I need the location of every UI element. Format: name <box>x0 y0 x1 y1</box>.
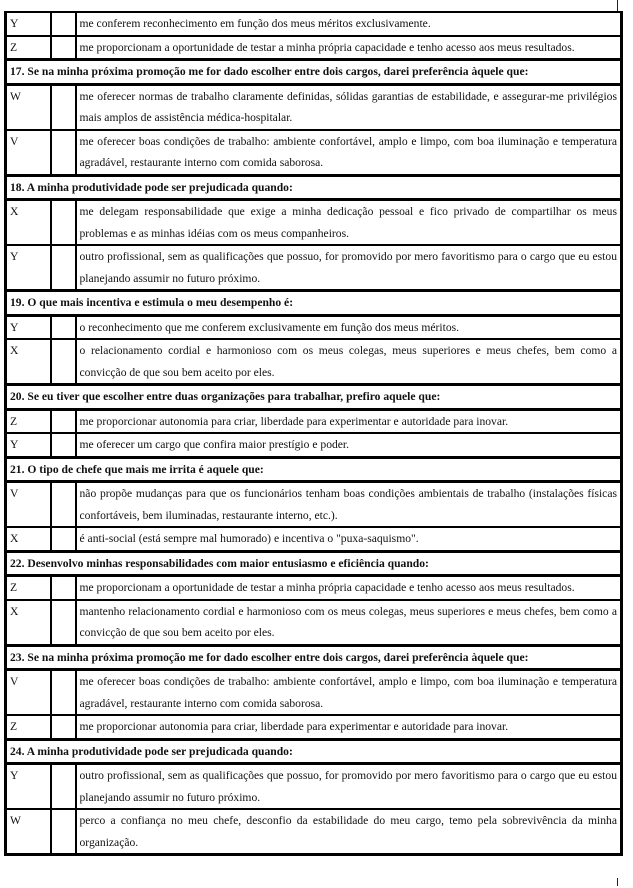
option-letter: Y <box>6 245 51 291</box>
question-text: 17. Se na minha próxima promoção me for dado escolher entre dois cargos, darei preferência àquele que: <box>6 60 622 85</box>
questionnaire-table <box>4 11 623 856</box>
option-letter: Z <box>6 409 51 433</box>
option-letter: Z <box>6 36 51 60</box>
option-row <box>6 36 622 60</box>
answer-cell[interactable] <box>51 245 76 291</box>
question-text: 18. A minha produtividade pode ser prejudicada quando: <box>6 175 622 200</box>
question-text: 20. Se eu tiver que escolher entre duas organizações para trabalhar, prefiro aquele que: <box>6 385 622 410</box>
option-letter: Y <box>6 764 51 810</box>
option-row <box>6 433 622 457</box>
option-text: não propõe mudanças para que os funcionários tenham boas condições ambientais de trabalho (instalações físicas confortáveis, bem iluminadas, restaurante interno, etc.). <box>76 482 622 528</box>
option-row <box>6 715 622 739</box>
option-text: me proporcionar autonomia para criar, liberdade para experimentar e autoridade para inovar. <box>76 715 622 739</box>
option-row <box>6 245 622 291</box>
option-letter: W <box>6 809 51 855</box>
option-row <box>6 12 622 36</box>
question-header-18 <box>6 175 622 200</box>
option-letter: Z <box>6 715 51 739</box>
question-text: 23. Se na minha próxima promoção me for dado escolher entre dois cargos, darei preferência àquele que: <box>6 645 622 670</box>
option-letter: V <box>6 670 51 716</box>
option-text: me delegam responsabilidade que exige a minha dedicação pessoal e fico privado de compartilhar os meus problemas e as minhas idéias com os meus companheiros. <box>76 200 622 246</box>
option-row <box>6 527 622 551</box>
question-text: 19. O que mais incentiva e estimula o meu desempenho é: <box>6 291 622 316</box>
answer-cell[interactable] <box>51 200 76 246</box>
option-row <box>6 670 622 716</box>
option-letter: Y <box>6 315 51 339</box>
option-text: me proporcionam a oportunidade de testar a minha própria capacidade e tenho acesso aos meus resultados. <box>76 36 622 60</box>
option-row <box>6 764 622 810</box>
question-header-22 <box>6 551 622 576</box>
answer-cell[interactable] <box>51 576 76 600</box>
option-letter: X <box>6 600 51 646</box>
page-edge-line-bottom <box>617 878 618 886</box>
answer-cell[interactable] <box>51 715 76 739</box>
option-letter: Y <box>6 433 51 457</box>
option-row <box>6 315 622 339</box>
option-row <box>6 200 622 246</box>
question-header-21 <box>6 457 622 482</box>
option-text: me oferecer um cargo que confira maior prestígio e poder. <box>76 433 622 457</box>
answer-cell[interactable] <box>51 339 76 385</box>
answer-cell[interactable] <box>51 12 76 36</box>
answer-cell[interactable] <box>51 764 76 810</box>
answer-cell[interactable] <box>51 433 76 457</box>
option-row <box>6 576 622 600</box>
option-letter: X <box>6 339 51 385</box>
answer-cell[interactable] <box>51 482 76 528</box>
option-row <box>6 130 622 176</box>
answer-cell[interactable] <box>51 670 76 716</box>
option-letter: X <box>6 200 51 246</box>
answer-cell[interactable] <box>51 315 76 339</box>
option-text: perco a confiança no meu chefe, desconfio da estabilidade do meu cargo, temo pela sobrevivência da minha organização. <box>76 809 622 855</box>
option-text: outro profissional, sem as qualificações que possuo, for promovido por mero favoritismo para o cargo que eu estou planejando assumir no futuro próximo. <box>76 764 622 810</box>
answer-cell[interactable] <box>51 409 76 433</box>
option-letter: Z <box>6 576 51 600</box>
question-header-24 <box>6 739 622 764</box>
question-text: 22. Desenvolvo minhas responsabilidades com maior entusiasmo e eficiência quando: <box>6 551 622 576</box>
option-row <box>6 809 622 855</box>
option-text: me conferem reconhecimento em função dos meus méritos exclusivamente. <box>76 12 622 36</box>
answer-cell[interactable] <box>51 600 76 646</box>
option-letter: W <box>6 84 51 130</box>
option-row <box>6 600 622 646</box>
question-header-20 <box>6 385 622 410</box>
option-text: o reconhecimento que me conferem exclusivamente em função dos meus méritos. <box>76 315 622 339</box>
option-text: o relacionamento cordial e harmonioso com os meus colegas, meus superiores e meus chefes, bem como a convicção de que sou bem aceito por eles. <box>76 339 622 385</box>
answer-cell[interactable] <box>51 130 76 176</box>
option-row <box>6 84 622 130</box>
option-text: me oferecer boas condições de trabalho: ambiente confortável, amplo e limpo, com boa iluminação e temperatura agradável, restaurante interno com comida saborosa. <box>76 130 622 176</box>
question-header-19 <box>6 291 622 316</box>
option-text: me proporcionam a oportunidade de testar a minha própria capacidade e tenho acesso aos meus resultados. <box>76 576 622 600</box>
option-text: me oferecer boas condições de trabalho: ambiente confortável, amplo e limpo, com boa iluminação e temperatura agradável, restaurante interno com comida saborosa. <box>76 670 622 716</box>
option-text: outro profissional, sem as qualificações que possuo, for promovido por mero favoritismo para o cargo que eu estou planejando assumir no futuro próximo. <box>76 245 622 291</box>
answer-cell[interactable] <box>51 809 76 855</box>
option-row <box>6 409 622 433</box>
option-letter: V <box>6 130 51 176</box>
option-text: é anti-social (está sempre mal humorado) e incentiva o "puxa-saquismo". <box>76 527 622 551</box>
option-letter: V <box>6 482 51 528</box>
option-row <box>6 482 622 528</box>
option-text: me proporcionar autonomia para criar, liberdade para experimentar e autoridade para inovar. <box>76 409 622 433</box>
option-text: me oferecer normas de trabalho claramente definidas, sólidas garantias de estabilidade, e assegurar-me privilégios mais amplos de assistência médica-hospitalar. <box>76 84 622 130</box>
option-letter: Y <box>6 12 51 36</box>
questionnaire-body <box>6 12 622 855</box>
answer-cell[interactable] <box>51 84 76 130</box>
option-text: mantenho relacionamento cordial e harmonioso com os meus colegas, meus superiores e meus chefes, bem como a convicção de que sou bem aceito por eles. <box>76 600 622 646</box>
question-text: 21. O tipo de chefe que mais me irrita é aquele que: <box>6 457 622 482</box>
question-header-23 <box>6 645 622 670</box>
question-header-17 <box>6 60 622 85</box>
option-row <box>6 339 622 385</box>
answer-cell[interactable] <box>51 36 76 60</box>
question-text: 24. A minha produtividade pode ser prejudicada quando: <box>6 739 622 764</box>
answer-cell[interactable] <box>51 527 76 551</box>
option-letter: X <box>6 527 51 551</box>
